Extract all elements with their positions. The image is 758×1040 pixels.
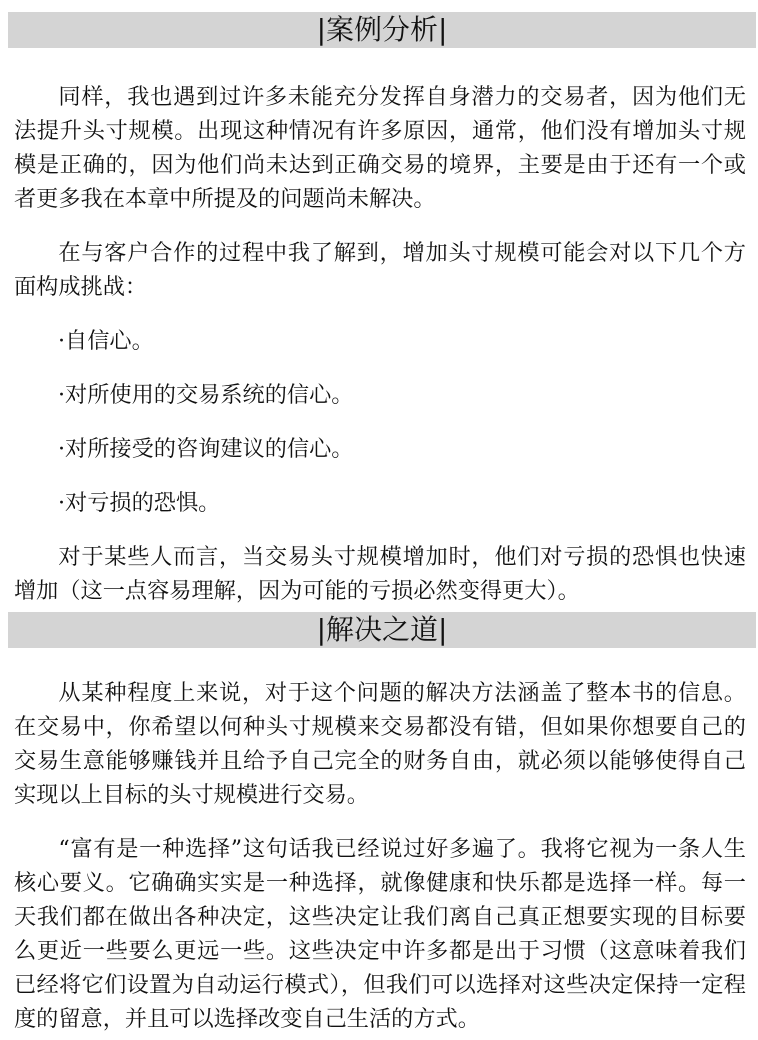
- solution-paragraph-1: 从某种程度上来说，对于这个问题的解决方法涵盖了整本书的信息。在交易中，你希望以何种头寸规模来交易都没有错，但如果你想要自己的交易生意能够赚钱并且给予自己完全的财务自由，就必须以能够使得自己实现以上目标的头寸规模进行交易。: [14, 680, 746, 808]
- solution-paragraph-2: “富有是一种选择”这句话我已经说过好多遍了。我将它视为一条人生核心要义。它确确实实是一种选择，就像健康和快乐都是选择一样。每一天我们都在做出各种决定，这些决定让我们离自己真正想要实现的目标要么更近一些要么更远一些。这些决定中许多都是出于习惯（这意味着我们已经将它们设置为自动运行模式），但我们可以选择对这些决定保持一定程度的留意，并且可以选择改变自己生活的方式。: [14, 836, 746, 1032]
- case-analysis-body: [14, 80, 746, 608]
- bullet-item: ·对所使用的交易系统的信心。: [58, 382, 354, 408]
- case-analysis-heading: |案例分析|: [8, 12, 756, 48]
- bullet-item: ·对亏损的恐惧。: [58, 490, 221, 516]
- bullet-item: ·自信心。: [58, 328, 154, 354]
- solution-body: [14, 676, 746, 1036]
- case-paragraph-1: 同样，我也遇到过许多未能充分发挥自身潜力的交易者，因为他们无法提升头寸规模。出现这种情况有许多原因，通常，他们没有增加头寸规模是正确的，因为他们尚未达到正确交易的境界，主要是由于还有一个或者更多我在本章中所提及的问题尚未解决。: [14, 84, 746, 212]
- solution-heading: |解决之道|: [8, 612, 756, 648]
- case-paragraph-2: 在与客户合作的过程中我了解到，增加头寸规模可能会对以下几个方面构成挑战：: [14, 240, 746, 300]
- bullet-item: ·对所接受的咨询建议的信心。: [58, 436, 354, 462]
- case-paragraph-3: 对于某些人而言，当交易头寸规模增加时，他们对亏损的恐惧也快速增加（这一点容易理解，因为可能的亏损必然变得更大）。: [14, 544, 746, 604]
